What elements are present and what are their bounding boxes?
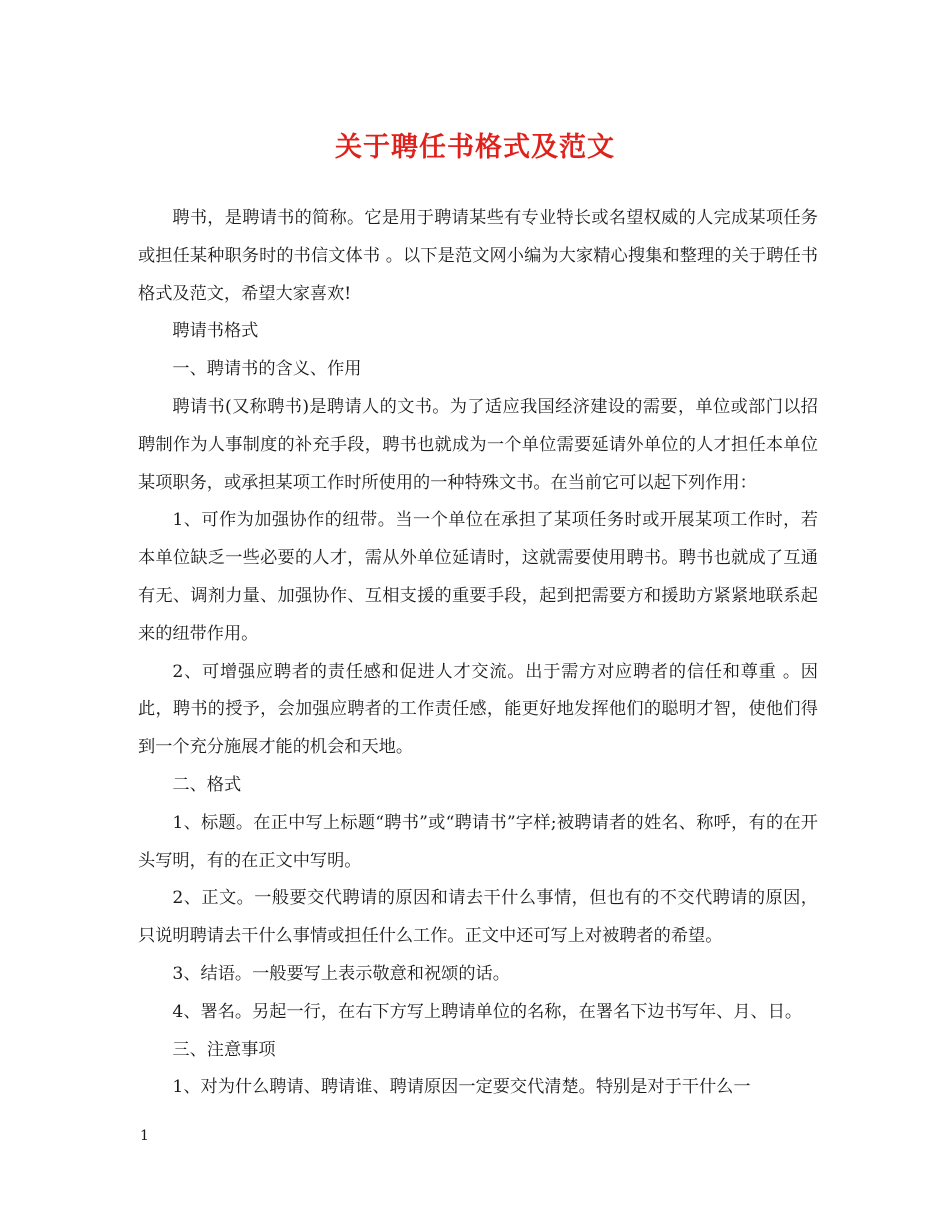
paragraph-notes-1: 1、对为什么聘请、聘请谁、聘请原因一定要交代清楚。特别是对于干什么一 (172, 1077, 751, 1098)
document-title: 关于聘任书格式及范文 (335, 132, 615, 163)
paragraph-definition: 聘请书(又称聘书)是聘请人的文书。为了适应我国经济建设的需要，单位或部门以招聘制作为人事制度的补充手段，聘书也就成为一个单位需要延请外单位的人才担任本单位某项职务，或承担某项工作时所使用的一种特殊文书。在当前它可以起下列作用： (138, 396, 818, 493)
document-body (138, 200, 818, 1107)
paragraph-format-signature: 4、署名。另起一行，在右下方写上聘请单位的名称，在署名下边书写年、月、日。 (172, 1001, 803, 1022)
heading-section-2: 二、格式 (172, 774, 242, 795)
heading-section-3: 三、注意事项 (172, 1039, 276, 1060)
paragraph-format-closing: 3、结语。一般要写上表示敬意和祝颂的话。 (172, 963, 510, 984)
paragraph-item-2: 2、可增强应聘者的责任感和促进人才交流。出于需方对应聘者的信任和尊重 。因此，聘书的授予，会加强应聘者的工作责任感，能更好地发挥他们的聪明才智，使他们得到一个充分施展才能的机会和天地。 (138, 661, 818, 758)
paragraph-format-body: 2、正文。一般要交代聘请的原因和请去干什么事情，但也有的不交代聘请的原因，只说明聘请去干什么事情或担任什么工作。正文中还可写上对被聘者的希望。 (138, 888, 818, 947)
heading-meaning: 一、聘请书的含义、作用 (172, 359, 362, 380)
paragraph-intro: 聘书，是聘请书的简称。它是用于聘请某些有专业特长或名望权威的人完成某项任务或担任某种职务时的书信文体书 。以下是范文网小编为大家精心搜集和整理的关于聘任书格式及范文，希望大家喜欢! (138, 208, 818, 304)
paragraph-item-1: 1、可作为加强协作的纽带。当一个单位在承担了某项任务时或开展某项工作时，若本单位缺乏一些必要的人才，需从外单位延请时，这就需要使用聘书。聘书也就成了互通有无、调剂力量、加强协作、互相支援的重要手段，起到把需要方和援助方紧紧地联系起来的纽带作用。 (138, 510, 818, 644)
heading-format: 聘请书格式 (172, 321, 259, 342)
paragraph-format-title: 1、标题。在正中写上标题“聘书”或“聘请书”字样;被聘请者的姓名、称呼，有的在开头写明，有的在正文中写明。 (138, 812, 818, 871)
page-number: 1 (140, 1128, 149, 1144)
